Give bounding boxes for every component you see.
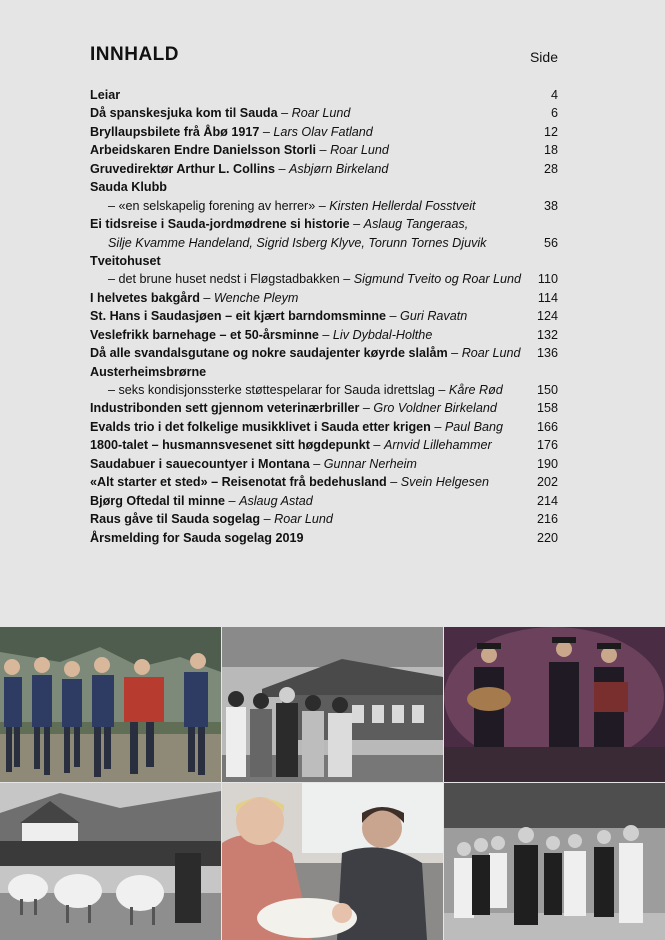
entry-title: Då alle svandalsgutane og nokre saudajenter køyrde slalåm (90, 346, 448, 361)
toc-entry[interactable] (90, 363, 558, 381)
entry-separator: – (434, 383, 449, 397)
entry-page: 38 (543, 198, 558, 213)
entry-title: St. Hans i Saudasjøen – eit kjært barndomsminne (90, 309, 387, 324)
entry-author: Liv Dybdal-Holthe (332, 327, 433, 342)
entry-page: 176 (536, 438, 558, 453)
entry-author: Svein Helgesen (400, 475, 489, 490)
toc-entry[interactable] (90, 215, 558, 233)
entry-page: 132 (536, 327, 558, 342)
photo-folk-crowd (444, 783, 665, 940)
photo-group-house (222, 627, 443, 782)
entry-separator: – (339, 272, 354, 287)
entry-author: Roar Lund (330, 143, 389, 158)
entry-separator: – (386, 309, 401, 324)
entry-separator: – (349, 217, 364, 232)
entry-separator: – (430, 419, 445, 434)
entry-separator: – (318, 327, 333, 342)
entry-page: 4 (550, 88, 558, 102)
entry-author: Kirsten Hellerdal Fosstveit (329, 198, 476, 213)
entry-separator: – (359, 401, 374, 416)
photo-musicians-image (444, 627, 665, 782)
photo-sheep-farm-image (0, 783, 221, 940)
entry-separator: – (225, 493, 240, 508)
entry-title: «Alt starter et sted» – Reisenotat frå bedehusland (90, 475, 387, 490)
toc-title: INNHALD (90, 44, 179, 65)
entry-title: Industribonden sett gjennom veterinærbriller (90, 401, 360, 416)
entry-title: Bjørg Oftedal til minne (90, 493, 226, 508)
entry-title: – det brune huset nedst i Fløgstadbakken (108, 272, 340, 287)
entry-separator: – (369, 438, 384, 453)
toc-entry[interactable] (90, 252, 558, 270)
entry-page: 166 (536, 419, 558, 434)
entry-title: Tveitohuset (90, 253, 161, 268)
toc-entry[interactable] (90, 160, 558, 178)
entry-title: Raus gåve til Sauda sogelag (90, 512, 261, 527)
entry-page: 136 (536, 346, 558, 361)
toc-entry[interactable] (90, 473, 558, 491)
entry-author: Lars Olav Fatland (273, 124, 373, 139)
entry-author: Gunnar Nerheim (323, 456, 417, 471)
entry-page: 220 (536, 530, 558, 545)
entry-page: 56 (543, 235, 558, 250)
page-column-label: Side (529, 49, 558, 65)
photo-runners-image (0, 627, 221, 782)
toc-entry-continued[interactable] (90, 234, 558, 252)
entry-page: 150 (536, 383, 558, 397)
entry-separator: – (260, 512, 275, 527)
entry-title: I helvetes bakgård (90, 290, 200, 305)
entry-author: Roar Lund (461, 346, 521, 361)
entry-page: 6 (550, 106, 558, 121)
entry-title: Årsmelding for Sauda sogelag 2019 (90, 530, 304, 545)
toc-entry[interactable] (90, 418, 558, 436)
entry-page: 114 (537, 290, 558, 305)
entry-page: 214 (536, 493, 558, 508)
entry-title: – «en selskapelig forening av herrer» (108, 198, 316, 213)
toc-entry[interactable] (90, 529, 558, 547)
entry-separator: – (259, 124, 274, 139)
entry-title: Saudabuer i sauecountyer i Montana (90, 456, 310, 471)
photo-mother-baby (222, 783, 443, 940)
photo-musicians (444, 627, 665, 782)
entry-author: Roar Lund (274, 512, 333, 527)
entry-title: – seks kondisjonssterke støttespelarar for Sauda idrettslag (108, 383, 435, 397)
entry-author: Paul Bang (444, 419, 503, 434)
toc-entry-subtitle[interactable] (90, 270, 558, 288)
entry-page: 18 (543, 143, 558, 158)
entry-author: Aslaug Tangeraas, (363, 217, 469, 232)
entry-author: Sigmund Tveito og Roar Lund (353, 272, 522, 287)
photo-sheep-farm (0, 783, 221, 940)
entry-page: 110 (537, 272, 558, 287)
entry-separator: – (316, 143, 331, 158)
entry-page: 124 (536, 309, 558, 324)
entry-separator: – (447, 346, 462, 361)
entry-page: 216 (536, 512, 558, 527)
toc-entry[interactable] (90, 289, 558, 307)
entry-page: 28 (543, 161, 558, 176)
entry-author: Wenche Pleym (213, 290, 299, 305)
toc-entry[interactable] (90, 492, 558, 510)
photo-folk-crowd-image (444, 783, 665, 940)
entry-author: Silje Kvamme Handeland, Sigrid Isberg Klyve, Torunn Tornes Djuvik (108, 235, 487, 250)
photo-collage (0, 627, 665, 940)
toc-entry[interactable] (90, 104, 558, 122)
photo-mother-baby-image (222, 783, 443, 940)
toc-entry-subtitle[interactable] (90, 381, 558, 399)
entry-separator: – (274, 161, 289, 176)
entry-title: Då spanskesjuka kom til Sauda (90, 106, 278, 121)
entry-title: Arbeidskaren Endre Danielsson Storli (90, 143, 317, 158)
toc-entry[interactable] (90, 455, 558, 473)
entry-author: Kåre Rød (448, 383, 503, 397)
entry-title: Ei tidsreise i Sauda-jordmødrene si historie (90, 217, 350, 232)
entry-author: Roar Lund (291, 106, 351, 121)
entry-author: Asbjørn Birkeland (288, 161, 389, 176)
entry-separator: – (199, 290, 214, 305)
entry-page: 202 (536, 475, 558, 490)
entry-title: Austerheimsbrørne (90, 364, 207, 379)
toc-entry[interactable] (90, 436, 558, 454)
entry-title: Gruvedirektør Arthur L. Collins (90, 161, 275, 176)
entry-separator: – (309, 456, 324, 471)
entry-title: Veslefrikk barnehage – et 50-årsminne (90, 327, 319, 342)
entry-page: 12 (543, 124, 558, 139)
toc-entry[interactable] (90, 344, 558, 362)
entry-title: Bryllaupsbilete frå Åbø 1917 (90, 124, 260, 139)
toc-entry[interactable] (90, 307, 558, 325)
entry-author: Aslaug Astad (239, 493, 313, 508)
toc-entry[interactable] (90, 86, 558, 104)
toc-entry-subtitle[interactable] (90, 197, 558, 215)
entry-title: 1800-talet – husmannsvesenet sitt høgdepunkt (90, 438, 370, 453)
entry-title: Leiar (90, 88, 121, 102)
entry-title: Sauda Klubb (90, 180, 167, 195)
toc-entry[interactable] (90, 399, 558, 417)
photo-group-house-image (222, 627, 443, 782)
entry-separator: – (386, 475, 401, 490)
toc-entries (90, 86, 558, 547)
photo-runners (0, 627, 221, 782)
entry-separator: – (315, 198, 330, 213)
toc-entry[interactable] (90, 178, 558, 196)
toc-entry[interactable] (90, 326, 558, 344)
entry-author: Guri Ravatn (400, 309, 468, 324)
toc-entry[interactable] (90, 141, 558, 159)
entry-author: Arnvid Lillehammer (383, 438, 492, 453)
entry-author: Gro Voldner Birkeland (373, 401, 497, 416)
toc-entry[interactable] (90, 123, 558, 141)
entry-page: 158 (536, 401, 558, 416)
entry-separator: – (277, 106, 292, 121)
toc-entry[interactable] (90, 510, 558, 528)
entry-page: 190 (536, 456, 558, 471)
entry-title: Evalds trio i det folkelige musikklivet i Sauda etter krigen (90, 419, 431, 434)
